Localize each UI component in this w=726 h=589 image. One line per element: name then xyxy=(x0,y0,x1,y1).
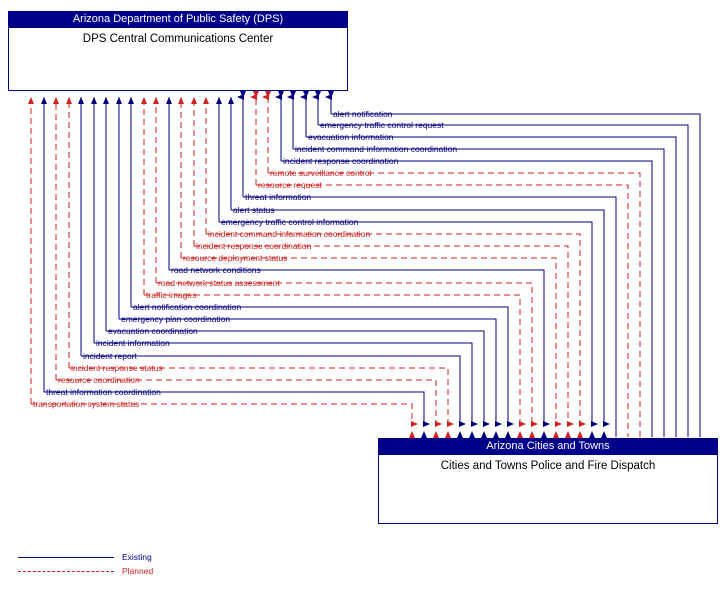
flow-label: alert notification coordination xyxy=(133,302,242,312)
flow-label: resource request xyxy=(258,180,322,190)
flow-label: threat information coordination xyxy=(46,387,161,397)
node-cities-title: Cities and Towns Police and Fire Dispatch xyxy=(440,460,656,472)
flow-label: evacuation coordination xyxy=(108,326,198,336)
flow-label: road network conditions xyxy=(171,265,261,275)
node-dps-title: DPS Central Communications Center xyxy=(82,33,274,45)
flow-label: emergency traffic control information xyxy=(221,217,359,227)
flow-label: incident response coordination xyxy=(196,241,312,251)
flow-label: emergency plan coordination xyxy=(121,314,231,324)
flow-label: alert notification xyxy=(333,109,393,119)
flow-label: evacuation information xyxy=(308,132,394,142)
flow-label: incident report xyxy=(83,351,137,361)
node-cities-and-towns-police-and-fire-dispatch[interactable] xyxy=(378,438,718,524)
flow-label: traffic images xyxy=(146,290,197,300)
flow-label: emergency traffic control request xyxy=(320,120,444,130)
node-dps-stakeholder-header: Arizona Department of Public Safety (DPS) xyxy=(9,12,347,28)
flow-label: remote surveillance control xyxy=(270,168,372,178)
flow-label: alert status xyxy=(233,205,275,215)
legend-line-planned xyxy=(18,571,114,572)
flow-label: incident response coordination xyxy=(283,156,399,166)
flow-label: transportation system status xyxy=(33,399,140,409)
flow-label: road network status assessment xyxy=(158,278,280,288)
node-dps-central-communications-center[interactable] xyxy=(8,11,348,91)
flow-label: resource coordination xyxy=(58,375,140,385)
flow-label: incident information xyxy=(96,338,170,348)
node-cities-stakeholder-header: Arizona Cities and Towns xyxy=(379,439,717,455)
flow-label: incident response status xyxy=(71,363,163,373)
flow-label: incident command information coordination xyxy=(208,229,371,239)
legend-label-existing: Existing xyxy=(122,552,152,562)
legend-line-existing xyxy=(18,557,114,558)
flow-label: incident command information coordination xyxy=(295,144,458,154)
legend xyxy=(18,552,198,578)
legend-label-planned: Planned xyxy=(122,566,154,576)
flow-label: threat information xyxy=(245,192,312,202)
flow-label: resource deployment status xyxy=(183,253,288,263)
